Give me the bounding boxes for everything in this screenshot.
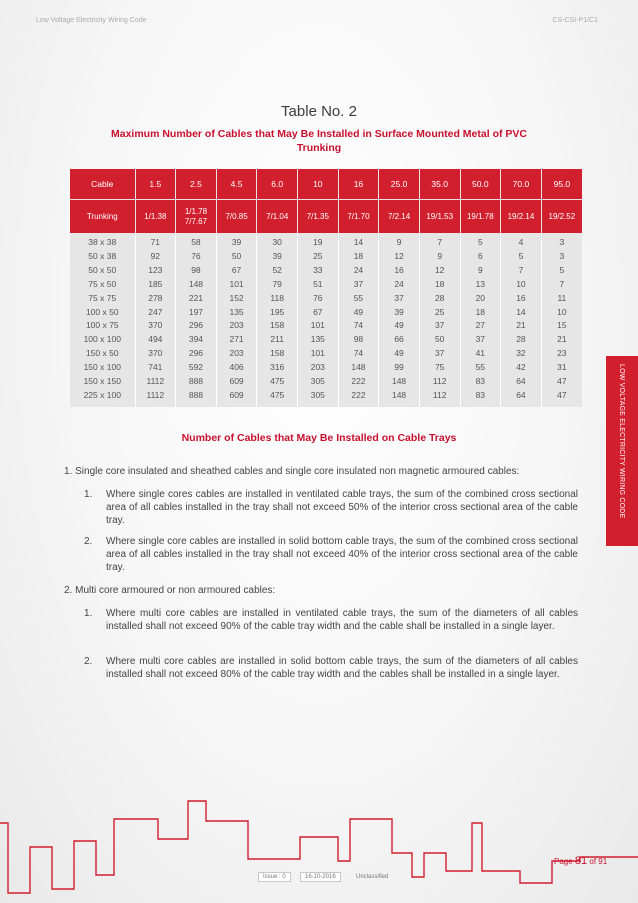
cable-count-cell: 41 — [460, 347, 501, 361]
cable-count-cell: 16 — [379, 264, 420, 278]
cable-count-cell: 37 — [379, 292, 420, 306]
cable-count-cell: 92 — [135, 250, 176, 264]
table-row — [70, 233, 582, 250]
cable-size-cell: 10 — [298, 169, 339, 200]
trunking-cell: 7/2.14 — [379, 200, 420, 234]
cable-count-cell: 7 — [541, 278, 582, 292]
cable-count-cell: 112 — [419, 375, 460, 389]
cable-count-cell: 74 — [338, 347, 379, 361]
trunking-stacked-value: 1/1.78 7/7.67 — [184, 206, 208, 226]
tray-size-cell: 100 x 100 — [70, 333, 135, 347]
cable-count-cell: 609 — [216, 375, 257, 389]
trunking-cell: 1/1.38 — [135, 200, 176, 234]
cable-count-cell: 1112 — [135, 389, 176, 407]
cable-count-cell: 71 — [135, 233, 176, 250]
table-row — [70, 306, 582, 320]
table-title: Table No. 2 — [281, 103, 357, 120]
cable-count-cell: 21 — [501, 319, 542, 333]
cable-count-cell: 49 — [338, 306, 379, 320]
cable-count-cell: 197 — [176, 306, 217, 320]
cable-count-cell: 158 — [257, 319, 298, 333]
cable-count-cell: 24 — [338, 264, 379, 278]
group2-title: 2. Multi core armoured or non armoured cables: — [64, 585, 276, 596]
list-item — [84, 607, 578, 633]
cable-count-cell: 1112 — [135, 375, 176, 389]
cable-count-cell: 148 — [379, 389, 420, 407]
cable-count-cell: 3 — [541, 250, 582, 264]
cable-size-cell: 16 — [338, 169, 379, 200]
cable-count-cell: 9 — [460, 264, 501, 278]
cable-count-cell: 211 — [257, 333, 298, 347]
list-item — [84, 535, 578, 574]
cable-count-cell: 55 — [338, 292, 379, 306]
cable-count-cell: 64 — [501, 375, 542, 389]
cable-count-cell: 20 — [460, 292, 501, 306]
list-item-number: 1. — [84, 608, 93, 619]
cable-count-cell: 6 — [460, 250, 501, 264]
cable-count-cell: 5 — [541, 264, 582, 278]
cable-count-cell: 222 — [338, 375, 379, 389]
cable-count-cell: 271 — [216, 333, 257, 347]
cable-count-cell: 39 — [257, 250, 298, 264]
issue-label: Issue : 0 — [258, 872, 291, 882]
cable-count-cell: 5 — [460, 233, 501, 250]
cable-count-cell: 135 — [216, 306, 257, 320]
cable-size-cell: 50.0 — [460, 169, 501, 200]
cable-count-cell: 148 — [338, 361, 379, 375]
list-item-text: Where multi core cables are installed in solid bottom cable trays, the sum of the diameters of all cables installed shall not exceed 80% of the cable tray width and the cables shall be installed in a single layer. — [106, 656, 578, 680]
cable-count-cell: 888 — [176, 389, 217, 407]
list-item-number: 2. — [84, 656, 93, 667]
cable-size-cell: 35.0 — [419, 169, 460, 200]
cable-count-cell: 592 — [176, 361, 217, 375]
cable-count-cell: 18 — [460, 306, 501, 320]
tray-size-cell: 225 x 100 — [70, 389, 135, 407]
cable-size-cell: 4.5 — [216, 169, 257, 200]
cable-count-cell: 185 — [135, 278, 176, 292]
trunking-cell: 7/0.85 — [216, 200, 257, 234]
cable-count-cell: 25 — [419, 306, 460, 320]
cable-count-cell: 12 — [419, 264, 460, 278]
cable-count-cell: 19 — [298, 233, 339, 250]
cable-count-cell: 222 — [338, 389, 379, 407]
cable-count-cell: 7 — [501, 264, 542, 278]
cable-count-cell: 101 — [216, 278, 257, 292]
cable-count-cell: 305 — [298, 389, 339, 407]
cable-count-cell: 195 — [257, 306, 298, 320]
cable-count-cell: 3 — [541, 233, 582, 250]
page-prefix: Page — [554, 857, 573, 866]
document-title-header: Low Voltage Electricity Wiring Code — [36, 17, 147, 24]
cable-count-cell: 7 — [419, 233, 460, 250]
cable-count-cell: 76 — [176, 250, 217, 264]
cable-count-cell: 247 — [135, 306, 176, 320]
tray-size-cell: 150 x 50 — [70, 347, 135, 361]
cable-size-cell: 95.0 — [541, 169, 582, 200]
cable-count-cell: 76 — [298, 292, 339, 306]
cable-count-cell: 99 — [379, 361, 420, 375]
cable-count-cell: 394 — [176, 333, 217, 347]
cable-count-cell: 203 — [216, 319, 257, 333]
list-item-text: Where single cores cables are installed in ventilated cable trays, the sum of the combined cross sectional area of all cables installed in the tray shall not exceed 50% of the interior cross sectional area of the cable tray. — [106, 489, 578, 526]
classification-label: Unclassified — [356, 874, 389, 880]
cable-count-cell: 12 — [379, 250, 420, 264]
table-row — [70, 264, 582, 278]
cable-count-cell: 98 — [176, 264, 217, 278]
cable-count-cell: 67 — [298, 306, 339, 320]
trunking-cell — [176, 200, 217, 234]
cable-count-cell: 135 — [298, 333, 339, 347]
table-row — [70, 375, 582, 389]
cable-count-cell: 10 — [501, 278, 542, 292]
page-number — [554, 855, 607, 867]
cable-count-cell: 24 — [379, 278, 420, 292]
cable-count-cell: 101 — [298, 319, 339, 333]
cable-count-cell: 888 — [176, 375, 217, 389]
cable-count-cell: 609 — [216, 389, 257, 407]
cable-size-cell: 25.0 — [379, 169, 420, 200]
cable-count-cell: 47 — [541, 375, 582, 389]
cable-count-cell: 27 — [460, 319, 501, 333]
cable-count-cell: 305 — [298, 375, 339, 389]
cable-count-cell: 58 — [176, 233, 217, 250]
cable-count-cell: 83 — [460, 389, 501, 407]
cable-count-cell: 79 — [257, 278, 298, 292]
cable-count-cell: 50 — [419, 333, 460, 347]
cable-count-cell: 13 — [460, 278, 501, 292]
trunking-header-row — [70, 200, 582, 234]
current-page: 81 — [574, 855, 588, 867]
trunking-header-label: Trunking — [70, 200, 135, 234]
cable-count-cell: 49 — [379, 319, 420, 333]
cable-count-cell: 101 — [298, 347, 339, 361]
cable-count-cell: 42 — [501, 361, 542, 375]
cable-size-header-row — [70, 169, 582, 200]
trunking-cell: 19/2.52 — [541, 200, 582, 234]
cable-count-cell: 494 — [135, 333, 176, 347]
cable-count-cell: 55 — [460, 361, 501, 375]
cable-count-cell: 221 — [176, 292, 217, 306]
table-row — [70, 292, 582, 306]
tray-size-cell: 38 x 38 — [70, 233, 135, 250]
cable-count-cell: 21 — [541, 333, 582, 347]
table-row — [70, 333, 582, 347]
cable-count-cell: 39 — [379, 306, 420, 320]
cable-count-cell: 28 — [501, 333, 542, 347]
cable-count-cell: 741 — [135, 361, 176, 375]
cable-count-cell: 14 — [338, 233, 379, 250]
page-total: of 91 — [589, 857, 608, 866]
cable-count-cell: 278 — [135, 292, 176, 306]
tray-size-cell: 75 x 50 — [70, 278, 135, 292]
cable-count-cell: 37 — [338, 278, 379, 292]
cable-count-cell: 11 — [541, 292, 582, 306]
cable-count-cell: 39 — [216, 233, 257, 250]
cable-count-cell: 74 — [338, 319, 379, 333]
trunking-cell: 19/1.78 — [460, 200, 501, 234]
cable-trunking-table — [70, 169, 582, 407]
cable-count-cell: 52 — [257, 264, 298, 278]
cable-count-cell: 10 — [541, 306, 582, 320]
cable-count-cell: 33 — [298, 264, 339, 278]
cable-count-cell: 23 — [541, 347, 582, 361]
list-item-text: Where single core cables are installed in solid bottom cable trays, the sum of the combined cross sectional area of all cables installed in the tray shall not exceed 40% of the interior cross sectional area of the cable tray. — [106, 536, 578, 573]
cable-count-cell: 148 — [176, 278, 217, 292]
cable-count-cell: 406 — [216, 361, 257, 375]
table-row — [70, 361, 582, 375]
cable-count-cell: 64 — [501, 389, 542, 407]
cable-count-cell: 296 — [176, 319, 217, 333]
cable-count-cell: 98 — [338, 333, 379, 347]
cable-count-cell: 51 — [298, 278, 339, 292]
cable-count-cell: 28 — [419, 292, 460, 306]
cable-count-cell: 18 — [338, 250, 379, 264]
decorative-wave-line — [0, 795, 638, 903]
section-side-tab-label: LOW VOLTAGE ELECTRICITY WIRING CODE — [618, 364, 625, 519]
table-subtitle: Maximum Number of Cables that May Be Installed in Surface Mounted Metal of PVC Trunking — [111, 128, 527, 154]
cable-size-cell: 70.0 — [501, 169, 542, 200]
group1-title: 1. Single core insulated and sheathed cables and single core insulated non magnetic armoured cables: — [64, 466, 520, 477]
cable-count-cell: 75 — [419, 361, 460, 375]
list-item-number: 1. — [84, 489, 93, 500]
cable-count-cell: 32 — [501, 347, 542, 361]
list-item — [84, 655, 578, 681]
cable-count-cell: 4 — [501, 233, 542, 250]
cable-count-cell: 83 — [460, 375, 501, 389]
cable-count-cell: 475 — [257, 389, 298, 407]
table-row — [70, 347, 582, 361]
trunking-cell: 19/1.53 — [419, 200, 460, 234]
cable-count-cell: 31 — [541, 361, 582, 375]
cable-count-cell: 14 — [501, 306, 542, 320]
issue-date: 16-10-2016 — [300, 872, 341, 882]
trunking-cell: 19/2.14 — [501, 200, 542, 234]
trunking-cell: 7/1.70 — [338, 200, 379, 234]
cable-count-cell: 16 — [501, 292, 542, 306]
table-row — [70, 319, 582, 333]
cable-count-cell: 50 — [216, 250, 257, 264]
cable-count-cell: 37 — [419, 347, 460, 361]
list-item-number: 2. — [84, 536, 93, 547]
list-item — [84, 488, 578, 527]
cable-count-cell: 158 — [257, 347, 298, 361]
trunking-cell: 7/1.35 — [298, 200, 339, 234]
cable-count-cell: 30 — [257, 233, 298, 250]
table-row — [70, 389, 582, 407]
list-item-text: Where multi core cables are installed in ventilated cable trays, the sum of the diameters of all cables installed shall not exceed 90% of the cable tray width and the cable shall be installed in a single layer. — [106, 608, 578, 632]
cable-size-cell: 6.0 — [257, 169, 298, 200]
table-row — [70, 278, 582, 292]
cable-count-cell: 37 — [460, 333, 501, 347]
cable-count-cell: 112 — [419, 389, 460, 407]
cable-count-cell: 118 — [257, 292, 298, 306]
cable-count-cell: 25 — [298, 250, 339, 264]
cable-count-cell: 203 — [216, 347, 257, 361]
cable-count-cell: 9 — [379, 233, 420, 250]
cable-count-cell: 475 — [257, 375, 298, 389]
table-body — [70, 233, 582, 407]
tray-size-cell: 50 x 50 — [70, 264, 135, 278]
cable-count-cell: 203 — [298, 361, 339, 375]
tray-size-cell: 150 x 100 — [70, 361, 135, 375]
tray-size-cell: 75 x 75 — [70, 292, 135, 306]
cable-count-cell: 18 — [419, 278, 460, 292]
cable-count-cell: 9 — [419, 250, 460, 264]
cable-count-cell: 148 — [379, 375, 420, 389]
cable-count-cell: 37 — [419, 319, 460, 333]
cable-size-cell: 2.5 — [176, 169, 217, 200]
cable-count-cell: 316 — [257, 361, 298, 375]
cable-count-cell: 123 — [135, 264, 176, 278]
cable-count-cell: 49 — [379, 347, 420, 361]
cable-count-cell: 370 — [135, 347, 176, 361]
tray-size-cell: 50 x 38 — [70, 250, 135, 264]
cable-count-cell: 15 — [541, 319, 582, 333]
tray-size-cell: 100 x 50 — [70, 306, 135, 320]
cable-count-cell: 152 — [216, 292, 257, 306]
cable-count-cell: 370 — [135, 319, 176, 333]
table-row — [70, 250, 582, 264]
cable-count-cell: 67 — [216, 264, 257, 278]
cable-count-cell: 47 — [541, 389, 582, 407]
trunking-cell: 7/1.04 — [257, 200, 298, 234]
tray-size-cell: 150 x 150 — [70, 375, 135, 389]
cable-count-cell: 296 — [176, 347, 217, 361]
cable-size-cell: 1.5 — [135, 169, 176, 200]
document-code-header: CS-CSI-P1/C1 — [552, 17, 598, 24]
cable-trays-heading: Number of Cables that May Be Installed on Cable Trays — [181, 432, 457, 444]
cable-count-cell: 66 — [379, 333, 420, 347]
tray-size-cell: 100 x 75 — [70, 319, 135, 333]
cable-count-cell: 5 — [501, 250, 542, 264]
cable-header-label: Cable — [70, 169, 135, 200]
